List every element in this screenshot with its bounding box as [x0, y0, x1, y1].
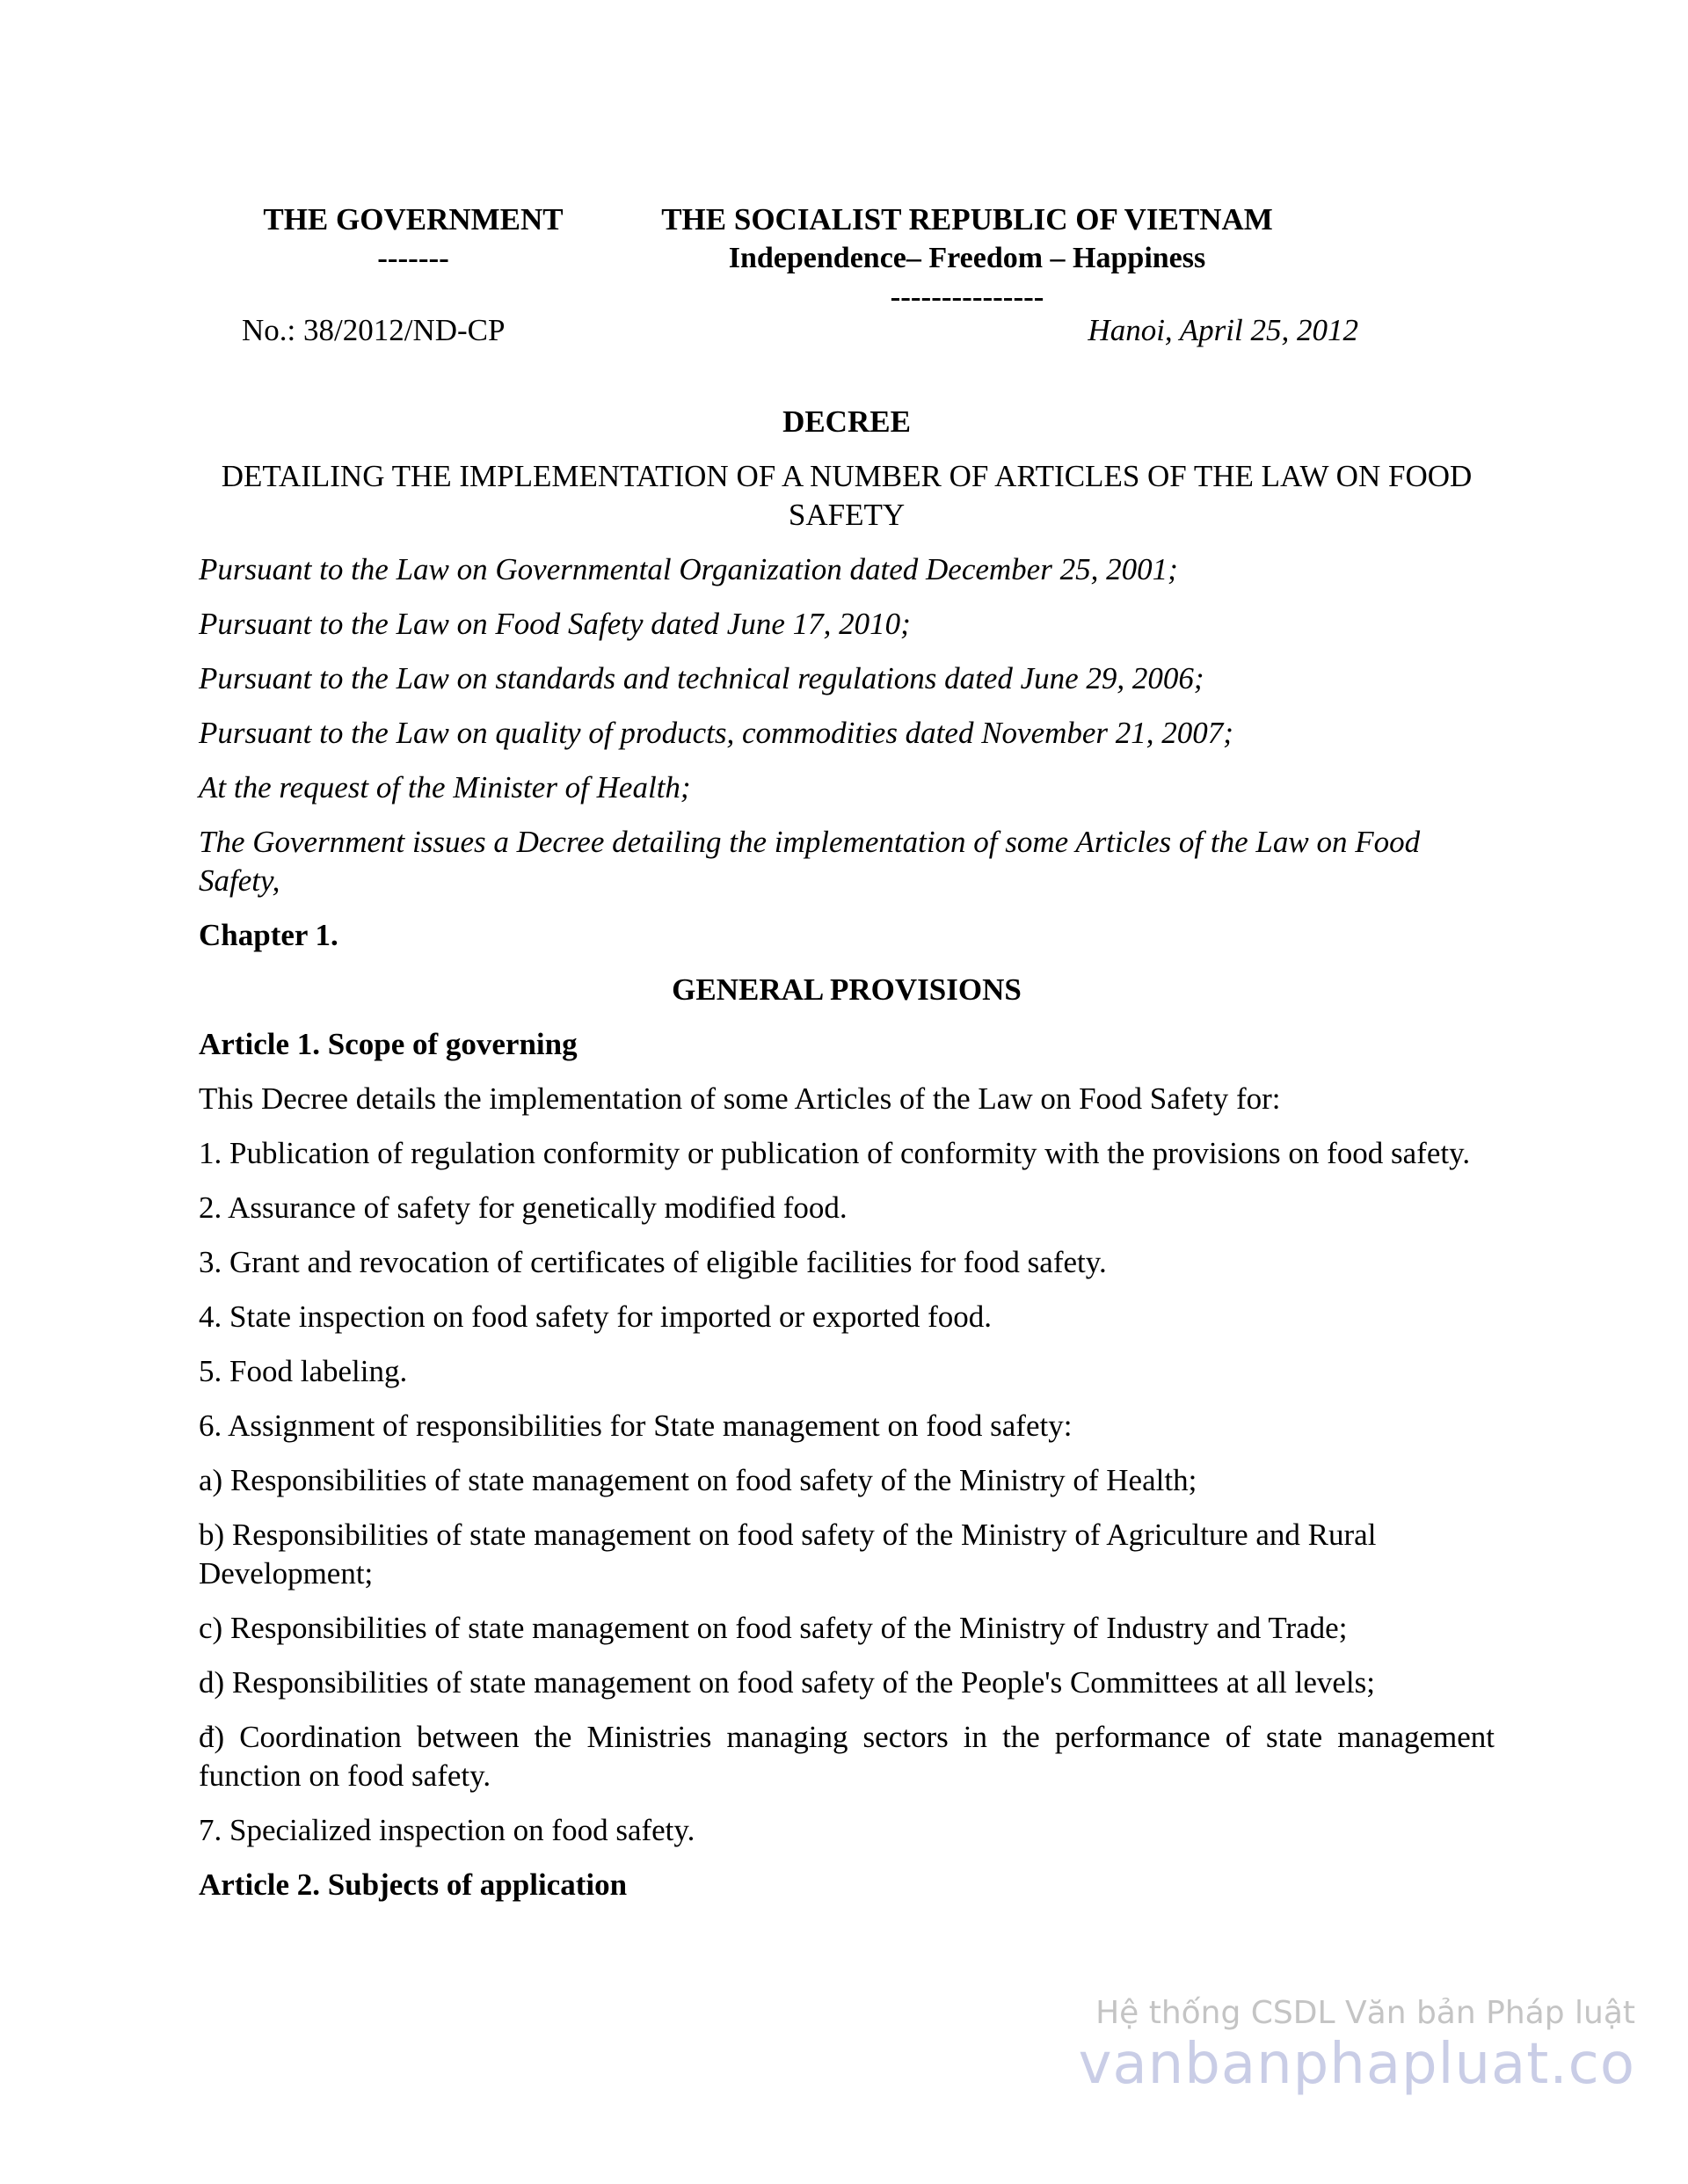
- document-subtitle: DETAILING THE IMPLEMENTATION OF A NUMBER OF ARTICLES OF THE LAW ON FOOD SAFETY: [221, 459, 1473, 532]
- document-body: [199, 403, 1495, 1920]
- article-1-item: 3. Grant and revocation of certificates of eligible facilities for food safety.: [199, 1245, 1107, 1279]
- watermark-line-1: Hệ thống CSDL Văn bản Pháp luật: [1095, 1995, 1635, 2031]
- article-1-heading: Article 1. Scope of governing: [199, 1027, 578, 1061]
- issuer-block: [185, 200, 642, 278]
- issuer-title: THE GOVERNMENT: [263, 202, 564, 237]
- preamble: [199, 550, 1495, 900]
- article-1-intro: This Decree details the implementation of some Articles of the Law on Food Safety for:: [199, 1081, 1281, 1116]
- article-1-item: 6. Assignment of responsibilities for State management on food safety:: [199, 1409, 1073, 1443]
- preamble-line: Pursuant to the Law on quality of products, commodities dated November 21, 2007;: [199, 716, 1233, 750]
- article-1-subitem: đ) Coordination between the Ministries managing sectors in the performance of state management function on food safety.: [199, 1720, 1495, 1793]
- article-1-item: 1. Publication of regulation conformity or publication of conformity with the provisions on food safety.: [199, 1136, 1471, 1170]
- article-1-item: 2. Assurance of safety for genetically modified food.: [199, 1190, 848, 1225]
- article-1-subitem: b) Responsibilities of state management on food safety of the Ministry of Agriculture and Rural Development;: [199, 1518, 1377, 1591]
- article-1-item: 7. Specialized inspection on food safety.: [199, 1813, 695, 1847]
- watermark: [1079, 1994, 1635, 2096]
- preamble-line: Pursuant to the Law on Food Safety dated June 17, 2010;: [199, 607, 911, 641]
- issuer-rule: -------: [377, 241, 449, 275]
- national-title-block: [615, 200, 1319, 317]
- watermark-line-2: vanbanphapluat.co: [1078, 2032, 1635, 2097]
- national-motto: Independence– Freedom – Happiness: [728, 242, 1206, 274]
- article-1-item: 4. State inspection on food safety for imported or exported food.: [199, 1299, 993, 1334]
- preamble-line: Pursuant to the Law on standards and technical regulations dated June 29, 2006;: [199, 661, 1204, 695]
- article-1-item: 5. Food labeling.: [199, 1354, 408, 1388]
- article-1-subitem: d) Responsibilities of state management on food safety of the People's Committees at all levels;: [199, 1665, 1375, 1700]
- chapter-title: GENERAL PROVISIONS: [672, 972, 1022, 1007]
- national-title: THE SOCIALIST REPUBLIC OF VIETNAM: [661, 202, 1273, 237]
- document-number: No.: 38/2012/ND-CP: [242, 313, 506, 347]
- preamble-line: Pursuant to the Law on Governmental Organization dated December 25, 2001;: [199, 552, 1178, 586]
- preamble-line: At the request of the Minister of Health;: [199, 770, 691, 804]
- document-type: DECREE: [782, 404, 911, 439]
- article-1-subitem: a) Responsibilities of state management on food safety of the Ministry of Health;: [199, 1463, 1197, 1497]
- national-rule: ---------------: [890, 280, 1044, 314]
- article-2-heading: Article 2. Subjects of application: [199, 1867, 628, 1902]
- chapter-label: Chapter 1.: [199, 918, 338, 952]
- article-1-subitem: c) Responsibilities of state management on food safety of the Ministry of Industry and Trade;: [199, 1611, 1348, 1645]
- preamble-line: The Government issues a Decree detailing the implementation of some Articles of the Law on Food Safety,: [199, 825, 1421, 898]
- document-date: Hanoi, April 25, 2012: [1088, 313, 1358, 347]
